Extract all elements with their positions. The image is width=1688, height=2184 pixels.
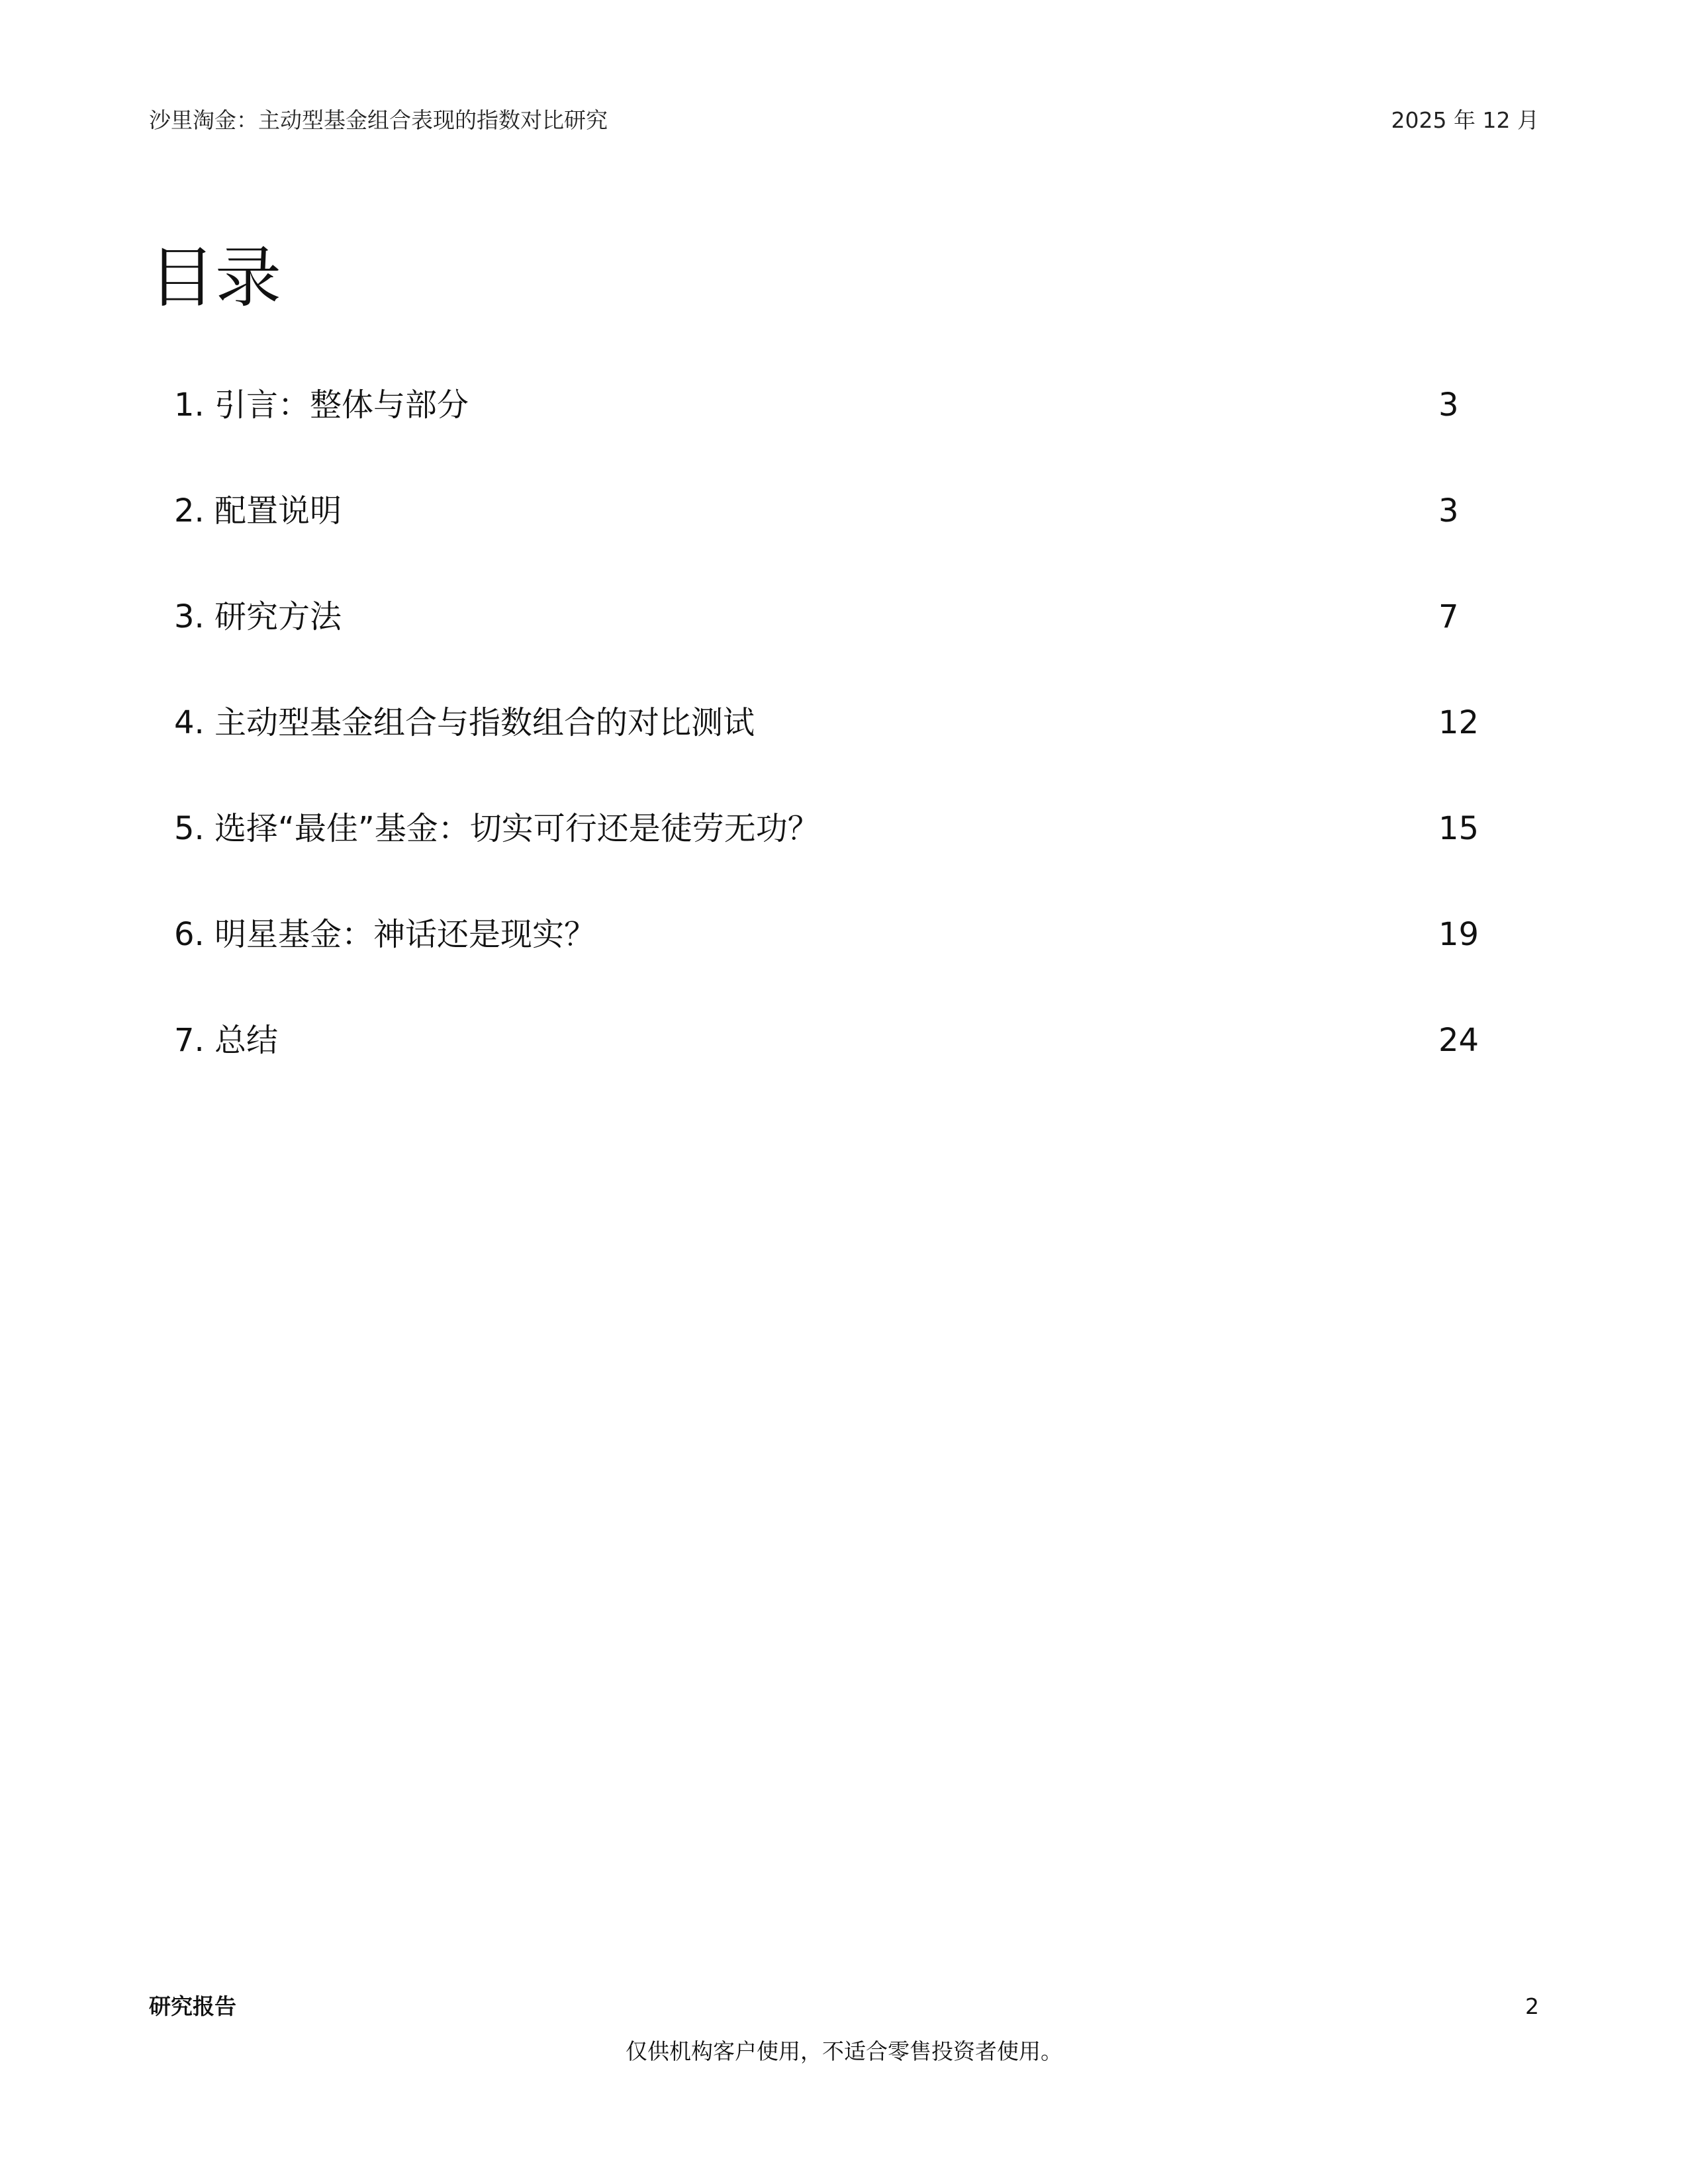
toc-entry-label: 1. 引言：整体与部分 — [174, 387, 469, 424]
toc-list — [174, 384, 1485, 1125]
running-header-date: 2025 年 12 月 — [1391, 107, 1539, 133]
toc-entry-page: 7 — [1438, 598, 1459, 635]
toc-entry-page: 15 — [1438, 810, 1479, 847]
toc-entry-5[interactable] — [174, 807, 1485, 913]
toc-entry-label: 6. 明星基金：神话还是现实？ — [174, 916, 596, 953]
toc-entry-page: 3 — [1438, 387, 1459, 424]
toc-entry-label: 2. 配置说明 — [174, 492, 342, 529]
footer-disclaimer: 仅供机构客户使用，不适合零售投资者使用。 — [626, 2038, 1062, 2064]
toc-entry-page: 3 — [1438, 492, 1459, 529]
footer-page-number: 2 — [1525, 1993, 1539, 2019]
toc-entry-page: 24 — [1438, 1022, 1479, 1059]
toc-entry-1[interactable] — [174, 384, 1485, 490]
toc-entry-6[interactable] — [174, 913, 1485, 1019]
toc-entry-3[interactable] — [174, 596, 1485, 702]
toc-entry-label: 5. 选择“最佳”基金：切实可行还是徒劳无功？ — [174, 810, 820, 847]
toc-entry-page: 19 — [1438, 916, 1479, 953]
toc-entry-label: 4. 主动型基金组合与指数组合的对比测试 — [174, 704, 755, 741]
toc-entry-label: 3. 研究方法 — [174, 598, 342, 635]
toc-entry-7[interactable] — [174, 1019, 1485, 1125]
toc-entry-label: 7. 总结 — [174, 1022, 279, 1059]
running-header-title: 沙里淘金：主动型基金组合表现的指数对比研究 — [149, 107, 608, 133]
toc-entry-page: 12 — [1438, 704, 1479, 741]
toc-heading: 目录 — [149, 239, 281, 316]
footer-section-label: 研究报告 — [149, 1993, 236, 2019]
toc-entry-2[interactable] — [174, 490, 1485, 596]
toc-entry-4[interactable] — [174, 702, 1485, 807]
